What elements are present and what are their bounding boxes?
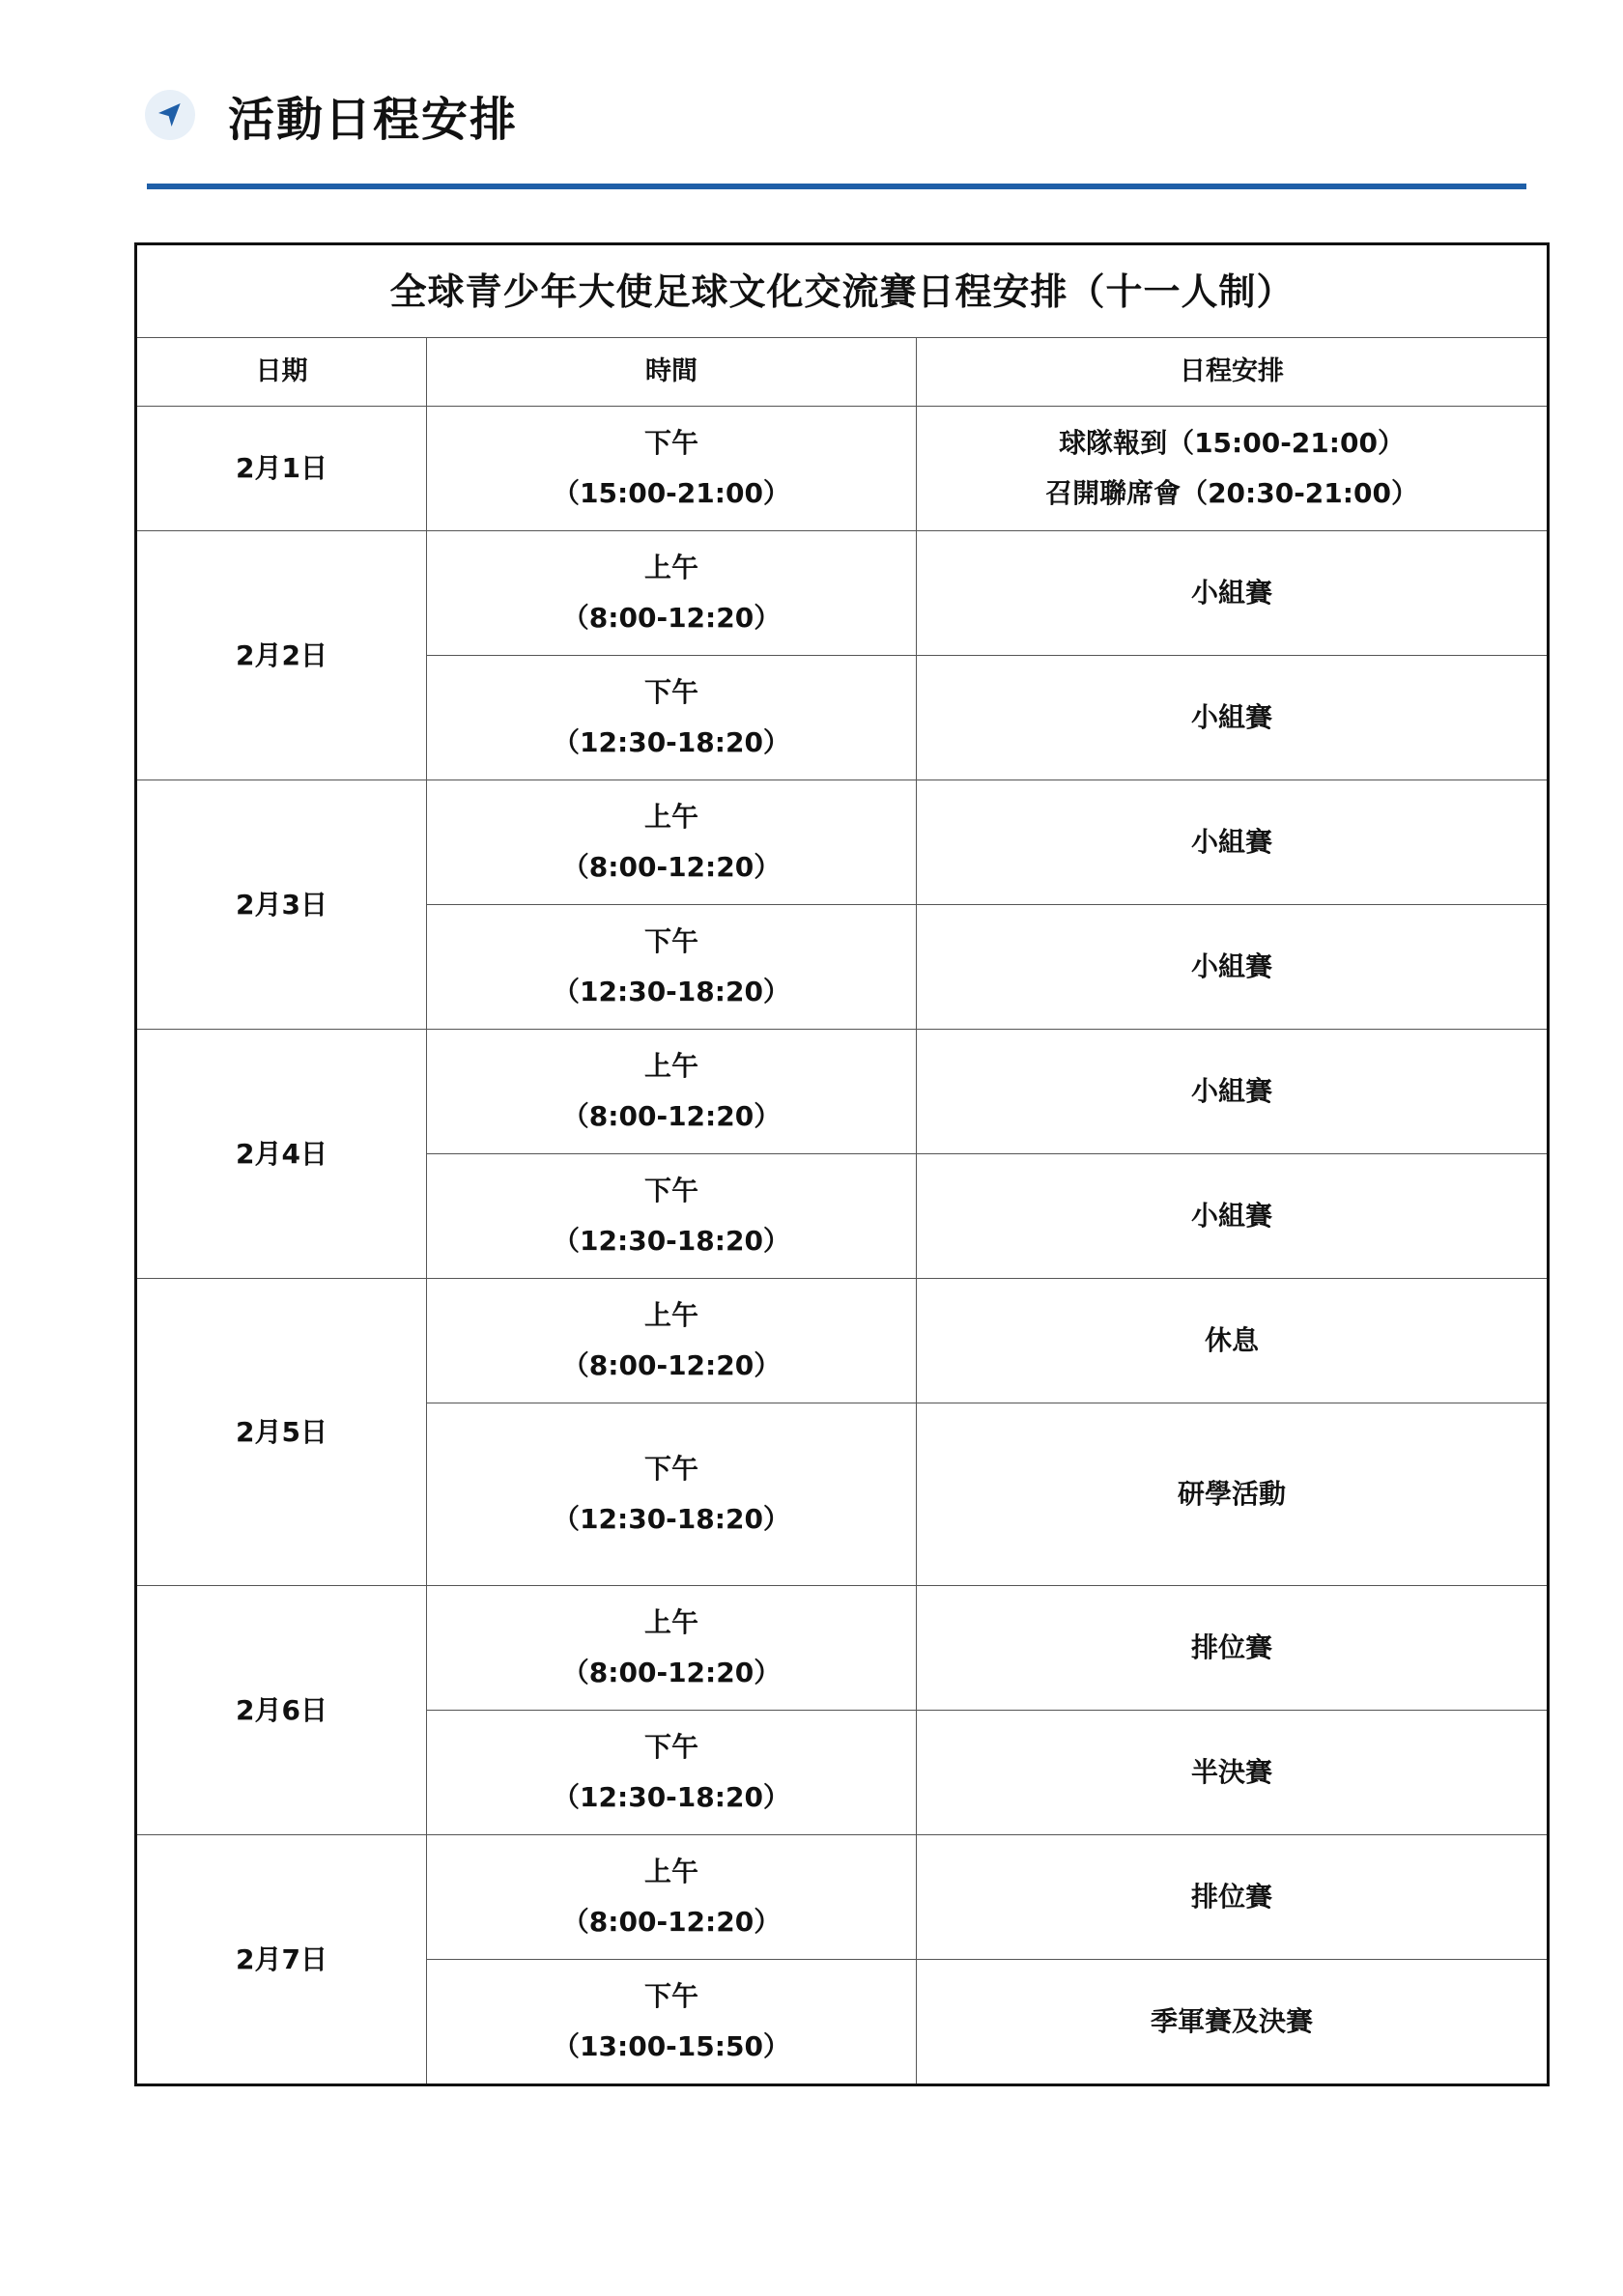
time-cell bbox=[427, 1711, 917, 1835]
event-item: 球隊報到（15:00-21:00） bbox=[1059, 427, 1405, 459]
schedule-cell bbox=[917, 1154, 1549, 1279]
time-cell bbox=[427, 656, 917, 780]
time-cell bbox=[427, 1030, 917, 1154]
page-header bbox=[145, 81, 518, 149]
time-cell bbox=[427, 905, 917, 1030]
time-range: （12:30-18:20） bbox=[553, 1225, 790, 1257]
schedule-cell bbox=[917, 1279, 1549, 1403]
event-item: 小組賽 bbox=[1191, 1200, 1273, 1232]
period-label: 下午 bbox=[643, 676, 698, 708]
time-range: （8:00-12:20） bbox=[561, 1657, 782, 1688]
time-range: （8:00-12:20） bbox=[561, 851, 782, 883]
time-range: （15:00-21:00） bbox=[553, 477, 790, 509]
table-row bbox=[136, 531, 1549, 656]
period-label: 下午 bbox=[643, 925, 698, 957]
table-row bbox=[136, 407, 1549, 531]
schedule-table bbox=[134, 242, 1550, 2086]
time-cell bbox=[427, 1586, 917, 1711]
time-range: （13:00-15:50） bbox=[553, 2030, 790, 2062]
page-title: 活動日程安排 bbox=[228, 92, 519, 147]
time-range: （8:00-12:20） bbox=[561, 1906, 782, 1938]
event-item: 小組賽 bbox=[1191, 577, 1273, 609]
period-label: 下午 bbox=[643, 427, 698, 459]
time-range: （8:00-12:20） bbox=[561, 1100, 782, 1132]
table-row bbox=[136, 1586, 1549, 1711]
event-item: 排位賽 bbox=[1191, 1881, 1273, 1913]
period-label: 上午 bbox=[643, 1606, 698, 1638]
column-header-schedule: 日程安排 bbox=[917, 338, 1549, 407]
date-cell: 2月6日 bbox=[136, 1586, 427, 1835]
time-cell bbox=[427, 780, 917, 905]
date-cell: 2月2日 bbox=[136, 531, 427, 780]
period-label: 上午 bbox=[643, 552, 698, 583]
time-cell bbox=[427, 1403, 917, 1586]
column-header-time: 時間 bbox=[427, 338, 917, 407]
schedule-cell bbox=[917, 1835, 1549, 1960]
schedule-cell bbox=[917, 1586, 1549, 1711]
event-item: 季軍賽及決賽 bbox=[1151, 2005, 1314, 2037]
table-header-row bbox=[136, 338, 1549, 407]
event-item: 小組賽 bbox=[1191, 1075, 1273, 1107]
event-item: 小組賽 bbox=[1191, 701, 1273, 733]
time-range: （12:30-18:20） bbox=[553, 1781, 790, 1813]
time-range: （8:00-12:20） bbox=[561, 602, 782, 634]
event-item: 研學活動 bbox=[1178, 1478, 1287, 1510]
event-item: 小組賽 bbox=[1191, 826, 1273, 858]
schedule-cell bbox=[917, 1030, 1549, 1154]
time-range: （12:30-18:20） bbox=[553, 976, 790, 1007]
schedule-cell bbox=[917, 1960, 1549, 2085]
period-label: 上午 bbox=[643, 801, 698, 833]
event-item: 小組賽 bbox=[1191, 950, 1273, 982]
event-item: 排位賽 bbox=[1191, 1631, 1273, 1663]
period-label: 下午 bbox=[643, 1980, 698, 2012]
date-cell: 2月7日 bbox=[136, 1835, 427, 2085]
event-item: 休息 bbox=[1205, 1324, 1260, 1356]
schedule-cell bbox=[917, 407, 1549, 531]
event-item: 召開聯席會（20:30-21:00） bbox=[1045, 477, 1418, 509]
time-cell bbox=[427, 531, 917, 656]
date-cell: 2月4日 bbox=[136, 1030, 427, 1279]
table-row bbox=[136, 1279, 1549, 1403]
time-range: （8:00-12:20） bbox=[561, 1349, 782, 1381]
time-range: （12:30-18:20） bbox=[553, 726, 790, 758]
period-label: 下午 bbox=[643, 1453, 698, 1485]
time-cell bbox=[427, 1835, 917, 1960]
table-row bbox=[136, 1030, 1549, 1154]
time-cell bbox=[427, 1960, 917, 2085]
schedule-cell bbox=[917, 905, 1549, 1030]
time-cell bbox=[427, 1154, 917, 1279]
period-label: 下午 bbox=[643, 1731, 698, 1763]
period-label: 下午 bbox=[643, 1175, 698, 1206]
schedule-cell bbox=[917, 1711, 1549, 1835]
schedule-cell bbox=[917, 531, 1549, 656]
time-cell bbox=[427, 1279, 917, 1403]
date-cell: 2月3日 bbox=[136, 780, 427, 1030]
date-cell: 2月5日 bbox=[136, 1279, 427, 1586]
column-header-date: 日期 bbox=[136, 338, 427, 407]
schedule-cell bbox=[917, 656, 1549, 780]
period-label: 上午 bbox=[643, 1299, 698, 1331]
date-cell: 2月1日 bbox=[136, 407, 427, 531]
period-label: 上午 bbox=[643, 1050, 698, 1082]
time-cell bbox=[427, 407, 917, 531]
time-range: （12:30-18:20） bbox=[553, 1503, 790, 1535]
title-divider bbox=[147, 184, 1526, 189]
table-caption: 全球青少年大使足球文化交流賽日程安排（十一人制） bbox=[136, 244, 1549, 338]
event-item: 半決賽 bbox=[1191, 1756, 1273, 1788]
table-row bbox=[136, 780, 1549, 905]
schedule-cell bbox=[917, 1403, 1549, 1586]
navigation-arrow-icon bbox=[145, 90, 195, 140]
table-row bbox=[136, 1835, 1549, 1960]
schedule-cell bbox=[917, 780, 1549, 905]
period-label: 上午 bbox=[643, 1856, 698, 1887]
